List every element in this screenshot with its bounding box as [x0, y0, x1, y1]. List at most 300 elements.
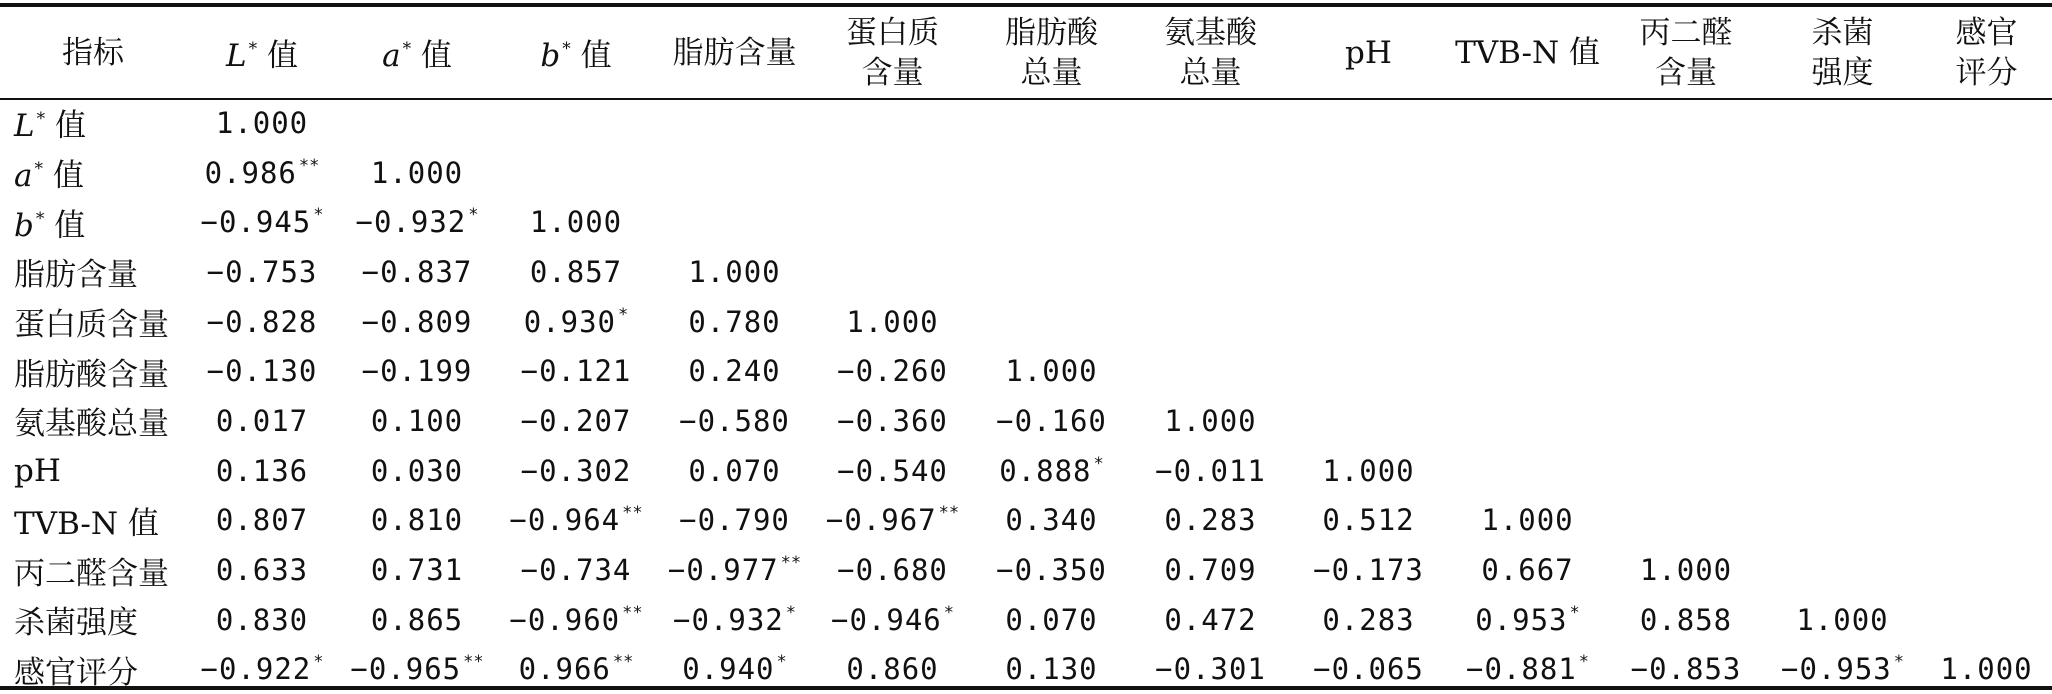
- correlation-cell: [1447, 148, 1608, 198]
- significance-mark: **: [298, 155, 320, 176]
- correlation-value: 0.810: [370, 503, 464, 538]
- correlation-cell: [186, 496, 338, 546]
- correlation-cell: [656, 346, 813, 396]
- row-label: [0, 197, 186, 247]
- correlation-value: −0.065: [1313, 652, 1424, 687]
- correlation-value: 1.000: [1005, 354, 1098, 389]
- column-header-star: *: [562, 39, 571, 59]
- row-label: pH: [14, 452, 61, 489]
- correlation-cell: [1290, 545, 1447, 595]
- correlation-cell: [813, 346, 972, 396]
- row-label: 丙二醛含量: [14, 555, 169, 592]
- correlation-cell: [656, 247, 813, 297]
- correlation-value: 0.512: [1322, 503, 1415, 538]
- correlation-cell: [1921, 247, 2052, 297]
- correlation-cell: [338, 496, 496, 546]
- table-row: [0, 247, 2052, 297]
- correlation-cell: [1290, 396, 1447, 446]
- correlation-value: 0.807: [215, 503, 309, 538]
- table-row: [0, 645, 2052, 694]
- correlation-cell: [1447, 496, 1608, 546]
- correlation-cell: [972, 496, 1131, 546]
- correlation-cell: [1290, 98, 1447, 148]
- row-label-star: *: [36, 109, 46, 130]
- correlation-value: 1.000: [1639, 553, 1733, 588]
- correlation-value: −0.809: [361, 304, 473, 339]
- correlation-cell: [338, 98, 496, 148]
- correlation-cell: [1764, 446, 1921, 496]
- table-row: [0, 595, 2052, 645]
- correlation-cell: [1447, 396, 1608, 446]
- significance-mark: **: [622, 503, 643, 524]
- significance-mark: *: [1569, 602, 1580, 623]
- correlation-cell: [813, 247, 972, 297]
- column-header-line: 丙二醛: [1639, 14, 1733, 51]
- row-label: 氨基酸总量: [14, 406, 169, 443]
- correlation-cell: [496, 396, 656, 446]
- correlation-value: 0.100: [370, 403, 464, 438]
- correlation-value: −0.011: [1155, 453, 1266, 488]
- correlation-value: −0.580: [679, 403, 790, 438]
- correlation-cell: [1447, 595, 1608, 645]
- column-header-line: 强度: [1811, 54, 1874, 91]
- correlation-cell: [1764, 297, 1921, 347]
- correlation-cell: [1131, 446, 1290, 496]
- correlation-value: 0.940: [682, 652, 775, 687]
- correlation-value: −0.946: [830, 602, 942, 637]
- correlation-value: 1.000: [370, 155, 464, 190]
- correlation-cell: [1290, 595, 1447, 645]
- row-label-variable: b: [14, 207, 34, 244]
- row-label: 脂肪含量: [14, 257, 138, 294]
- correlation-cell: [1131, 297, 1290, 347]
- correlation-value: 0.240: [688, 354, 781, 389]
- correlation-cell: [656, 197, 813, 247]
- correlation-cell: [1608, 496, 1764, 546]
- correlation-value: −0.301: [1155, 652, 1266, 687]
- correlation-cell: [1131, 346, 1290, 396]
- correlation-cell: [972, 197, 1131, 247]
- correlation-cell: [338, 297, 496, 347]
- column-header-star: *: [248, 39, 258, 59]
- column-header-line: 脂肪含量: [672, 34, 797, 71]
- correlation-cell: [1921, 595, 2052, 645]
- correlation-value: 0.780: [688, 304, 781, 339]
- correlation-cell: [656, 98, 813, 148]
- correlation-cell: [496, 545, 656, 595]
- table-row: [0, 297, 2052, 347]
- column-header-line: 脂肪酸: [1005, 14, 1098, 51]
- correlation-value: 1.000: [846, 304, 939, 339]
- correlation-value: −0.828: [206, 304, 318, 339]
- correlation-cell: [1131, 98, 1290, 148]
- correlation-cell: [972, 297, 1131, 347]
- correlation-cell: [972, 98, 1131, 148]
- correlation-value: 0.858: [1639, 602, 1733, 637]
- correlation-cell: [972, 446, 1131, 496]
- table-row: [0, 496, 2052, 546]
- correlation-value: −0.960: [509, 602, 621, 637]
- column-header: [496, 7, 656, 98]
- correlation-cell: [1608, 396, 1764, 446]
- significance-mark: *: [1578, 652, 1589, 673]
- correlation-value: 0.130: [1005, 652, 1098, 687]
- correlation-value: 1.000: [529, 205, 623, 240]
- correlation-cell: [656, 496, 813, 546]
- significance-mark: *: [943, 602, 954, 623]
- correlation-cell: [338, 545, 496, 595]
- correlation-cell: [1290, 148, 1447, 198]
- correlation-cell: [1290, 197, 1447, 247]
- correlation-value: 1.000: [688, 254, 781, 289]
- correlation-cell: [1290, 346, 1447, 396]
- correlation-cell: [972, 545, 1131, 595]
- correlation-cell: [1447, 297, 1608, 347]
- correlation-value: 0.472: [1164, 602, 1257, 637]
- correlation-cell: [496, 247, 656, 297]
- correlation-cell: [1447, 545, 1608, 595]
- significance-mark: **: [938, 503, 960, 524]
- column-header: [338, 7, 496, 98]
- column-header: [813, 7, 972, 98]
- correlation-value: 0.966: [518, 652, 611, 687]
- significance-mark: *: [313, 652, 324, 673]
- correlation-cell: [338, 247, 496, 297]
- correlation-cell: [1608, 645, 1764, 694]
- correlation-cell: [1447, 197, 1608, 247]
- correlation-cell: [1131, 396, 1290, 446]
- column-header: [1608, 7, 1764, 98]
- row-label-variable: L: [14, 108, 35, 145]
- column-header: [1921, 7, 2052, 98]
- column-header-line: TVB-N 值: [1455, 34, 1600, 71]
- correlation-cell: [1131, 496, 1290, 546]
- correlation-cell: [496, 645, 656, 694]
- correlation-cell: [813, 545, 972, 595]
- row-label: 感官评分: [14, 654, 138, 691]
- column-header-variable: b: [540, 38, 561, 74]
- correlation-table: [0, 7, 2052, 694]
- correlation-cell: [813, 297, 972, 347]
- correlation-cell: [1608, 446, 1764, 496]
- row-label: 脂肪酸含量: [14, 356, 169, 393]
- correlation-value: 0.930: [523, 304, 617, 339]
- correlation-cell: [1290, 446, 1447, 496]
- correlation-cell: [1921, 545, 2052, 595]
- correlation-value: −0.932: [355, 205, 467, 240]
- correlation-cell: [1608, 98, 1764, 148]
- header-row: [0, 7, 2052, 98]
- correlation-cell: [656, 148, 813, 198]
- correlation-value: 0.857: [529, 254, 623, 289]
- column-header-line: 蛋白质: [846, 14, 939, 51]
- correlation-cell: [338, 396, 496, 446]
- correlation-cell: [1764, 346, 1921, 396]
- correlation-cell: [1447, 346, 1608, 396]
- significance-mark: **: [622, 602, 643, 623]
- correlation-cell: [656, 595, 813, 645]
- correlation-cell: [813, 645, 972, 694]
- correlation-value: 0.667: [1481, 553, 1574, 588]
- table-row: [0, 98, 2052, 148]
- correlation-value: −0.121: [520, 354, 632, 389]
- correlation-value: −0.967: [825, 503, 937, 538]
- column-header-line: 评分: [1955, 54, 2018, 91]
- column-header-variable: L: [226, 38, 247, 74]
- correlation-value: 0.953: [1475, 602, 1568, 637]
- correlation-cell: [656, 645, 813, 694]
- column-header-line: 总量: [1179, 54, 1242, 91]
- correlation-value: −0.260: [837, 354, 948, 389]
- correlation-cell: [1131, 545, 1290, 595]
- correlation-cell: [186, 148, 338, 198]
- correlation-value: −0.953: [1780, 652, 1892, 687]
- correlation-cell: [1764, 396, 1921, 446]
- correlation-cell: [496, 197, 656, 247]
- correlation-cell: [1764, 545, 1921, 595]
- correlation-cell: [496, 297, 656, 347]
- correlation-value: 0.860: [846, 652, 939, 687]
- correlation-cell: [1921, 297, 2052, 347]
- correlation-cell: [813, 396, 972, 446]
- correlation-cell: [186, 346, 338, 396]
- correlation-value: 0.283: [1164, 503, 1257, 538]
- correlation-value: 1.000: [215, 105, 309, 140]
- column-header-line: 杀菌: [1811, 14, 1874, 51]
- correlation-cell: [972, 346, 1131, 396]
- correlation-cell: [1764, 247, 1921, 297]
- correlation-cell: [972, 148, 1131, 198]
- correlation-value: −0.922: [200, 652, 312, 687]
- correlation-cell: [656, 396, 813, 446]
- correlation-cell: [1608, 148, 1764, 198]
- correlation-value: 0.633: [215, 553, 309, 588]
- correlation-value: −0.932: [672, 602, 784, 637]
- column-header: [656, 7, 813, 98]
- table-row: [0, 396, 2052, 446]
- table-row: [0, 346, 2052, 396]
- column-header: [1764, 7, 1921, 98]
- correlation-cell: [1764, 645, 1921, 694]
- correlation-cell: [1131, 645, 1290, 694]
- correlation-value: 0.888: [999, 453, 1092, 488]
- correlation-value: −0.207: [520, 403, 632, 438]
- correlation-value: 0.283: [1322, 602, 1415, 637]
- correlation-cell: [813, 98, 972, 148]
- correlation-value: 0.865: [370, 602, 464, 637]
- correlation-cell: [656, 446, 813, 496]
- column-header: [1131, 7, 1290, 98]
- correlation-value: 0.030: [370, 453, 464, 488]
- table-row: [0, 148, 2052, 198]
- correlation-value: 0.986: [204, 155, 297, 190]
- correlation-cell: [1921, 98, 2052, 148]
- column-header: [1447, 7, 1608, 98]
- correlation-cell: [496, 496, 656, 546]
- correlation-cell: [1608, 197, 1764, 247]
- correlation-value: 0.070: [1005, 602, 1098, 637]
- correlation-cell: [338, 148, 496, 198]
- correlation-value: 1.000: [1481, 503, 1574, 538]
- row-label-text: 值: [42, 158, 84, 195]
- row-label: [0, 148, 186, 198]
- correlation-value: −0.130: [206, 354, 318, 389]
- correlation-cell: [1921, 197, 2052, 247]
- correlation-value: 0.136: [215, 453, 309, 488]
- correlation-cell: [1290, 247, 1447, 297]
- correlation-cell: [1921, 496, 2052, 546]
- significance-mark: **: [780, 553, 802, 574]
- correlation-value: −0.160: [996, 403, 1107, 438]
- correlation-cell: [813, 446, 972, 496]
- correlation-cell: [338, 446, 496, 496]
- correlation-cell: [813, 148, 972, 198]
- correlation-cell: [496, 346, 656, 396]
- table-row: [0, 197, 2052, 247]
- column-header-line: 感官: [1955, 14, 2018, 51]
- correlation-cell: [813, 595, 972, 645]
- correlation-value: 1.000: [1322, 453, 1415, 488]
- significance-mark: *: [1893, 652, 1904, 673]
- row-label: 蛋白质含量: [14, 307, 169, 344]
- correlation-value: −0.173: [1313, 553, 1424, 588]
- column-header-line: 总量: [1020, 54, 1083, 91]
- correlation-cell: [1290, 645, 1447, 694]
- table-row: [0, 446, 2052, 496]
- column-header-line: 氨基酸: [1164, 14, 1257, 51]
- correlation-cell: [496, 595, 656, 645]
- correlation-cell: [1608, 297, 1764, 347]
- correlation-cell: [1447, 98, 1608, 148]
- correlation-cell: [186, 645, 338, 694]
- correlation-cell: [338, 645, 496, 694]
- correlation-value: −0.360: [837, 403, 948, 438]
- significance-mark: *: [313, 205, 324, 226]
- correlation-cell: [1921, 148, 2052, 198]
- correlation-cell: [186, 247, 338, 297]
- correlation-cell: [186, 98, 338, 148]
- correlation-value: 0.731: [370, 553, 464, 588]
- correlation-cell: [338, 346, 496, 396]
- column-header-text: 值: [257, 38, 298, 74]
- correlation-cell: [656, 297, 813, 347]
- correlation-value: 1.000: [1796, 602, 1889, 637]
- correlation-cell: [1290, 297, 1447, 347]
- correlation-cell: [1764, 148, 1921, 198]
- correlation-cell: [1608, 595, 1764, 645]
- correlation-value: 0.709: [1164, 553, 1257, 588]
- row-label-star: *: [34, 159, 43, 180]
- correlation-cell: [972, 595, 1131, 645]
- significance-mark: *: [618, 304, 629, 325]
- correlation-cell: [496, 446, 656, 496]
- correlation-cell: [972, 645, 1131, 694]
- table-body: [0, 98, 2052, 694]
- correlation-cell: [496, 148, 656, 198]
- correlation-cell: [338, 595, 496, 645]
- correlation-value: 0.340: [1005, 503, 1098, 538]
- column-header: [186, 7, 338, 98]
- correlation-cell: [1764, 98, 1921, 148]
- significance-mark: *: [1093, 453, 1104, 474]
- correlation-cell: [186, 595, 338, 645]
- correlation-value: −0.302: [520, 453, 632, 488]
- correlation-cell: [972, 396, 1131, 446]
- column-header-variable: a: [382, 38, 401, 74]
- correlation-value: −0.837: [361, 254, 473, 289]
- correlation-cell: [1131, 197, 1290, 247]
- correlation-cell: [656, 545, 813, 595]
- correlation-cell: [1764, 496, 1921, 546]
- correlation-cell: [1764, 595, 1921, 645]
- table-row: [0, 545, 2052, 595]
- correlation-value: −0.977: [667, 553, 779, 588]
- column-header-line: pH: [1345, 34, 1392, 71]
- correlation-cell: [1131, 247, 1290, 297]
- correlation-cell: [186, 197, 338, 247]
- correlation-cell: [1921, 396, 2052, 446]
- correlation-value: −0.199: [361, 354, 473, 389]
- correlation-value: −0.881: [1465, 652, 1577, 687]
- significance-mark: **: [612, 652, 634, 673]
- correlation-cell: [1447, 645, 1608, 694]
- column-header-text: 值: [411, 38, 452, 74]
- column-header: [1290, 7, 1447, 98]
- correlation-cell: [1608, 346, 1764, 396]
- correlation-cell: [1131, 148, 1290, 198]
- correlation-value: −0.964: [509, 503, 621, 538]
- correlation-cell: [186, 446, 338, 496]
- row-label: [0, 98, 186, 148]
- correlation-value: −0.945: [200, 205, 312, 240]
- correlation-cell: [1921, 446, 2052, 496]
- row-label-variable: a: [14, 158, 33, 195]
- row-label: TVB-N 值: [14, 505, 159, 542]
- correlation-value: 1.000: [1164, 403, 1257, 438]
- row-label-text: 值: [45, 108, 86, 145]
- row-label-text: 值: [44, 207, 86, 244]
- correlation-value: −0.753: [206, 254, 318, 289]
- significance-mark: **: [463, 652, 484, 673]
- corner-header: 指标: [62, 34, 124, 71]
- column-header: [972, 7, 1131, 98]
- correlation-value: −0.734: [520, 553, 632, 588]
- correlation-cell: [813, 496, 972, 546]
- correlation-value: −0.350: [996, 553, 1107, 588]
- correlation-cell: [1447, 446, 1608, 496]
- significance-mark: *: [468, 205, 479, 226]
- significance-mark: *: [785, 602, 796, 623]
- correlation-cell: [1131, 595, 1290, 645]
- correlation-cell: [186, 297, 338, 347]
- correlation-cell: [1921, 346, 2052, 396]
- correlation-cell: [1921, 645, 2052, 694]
- column-header-text: 值: [570, 38, 612, 74]
- significance-mark: *: [776, 652, 787, 673]
- correlation-cell: [1608, 247, 1764, 297]
- correlation-cell: [496, 98, 656, 148]
- correlation-cell: [1447, 247, 1608, 297]
- correlation-cell: [1608, 545, 1764, 595]
- correlation-value: −0.965: [350, 652, 462, 687]
- correlation-cell: [813, 197, 972, 247]
- correlation-cell: [338, 197, 496, 247]
- row-label-star: *: [35, 208, 45, 229]
- correlation-cell: [186, 396, 338, 446]
- correlation-value: 1.000: [1940, 652, 2033, 687]
- correlation-value: −0.540: [837, 453, 948, 488]
- correlation-value: −0.680: [837, 553, 948, 588]
